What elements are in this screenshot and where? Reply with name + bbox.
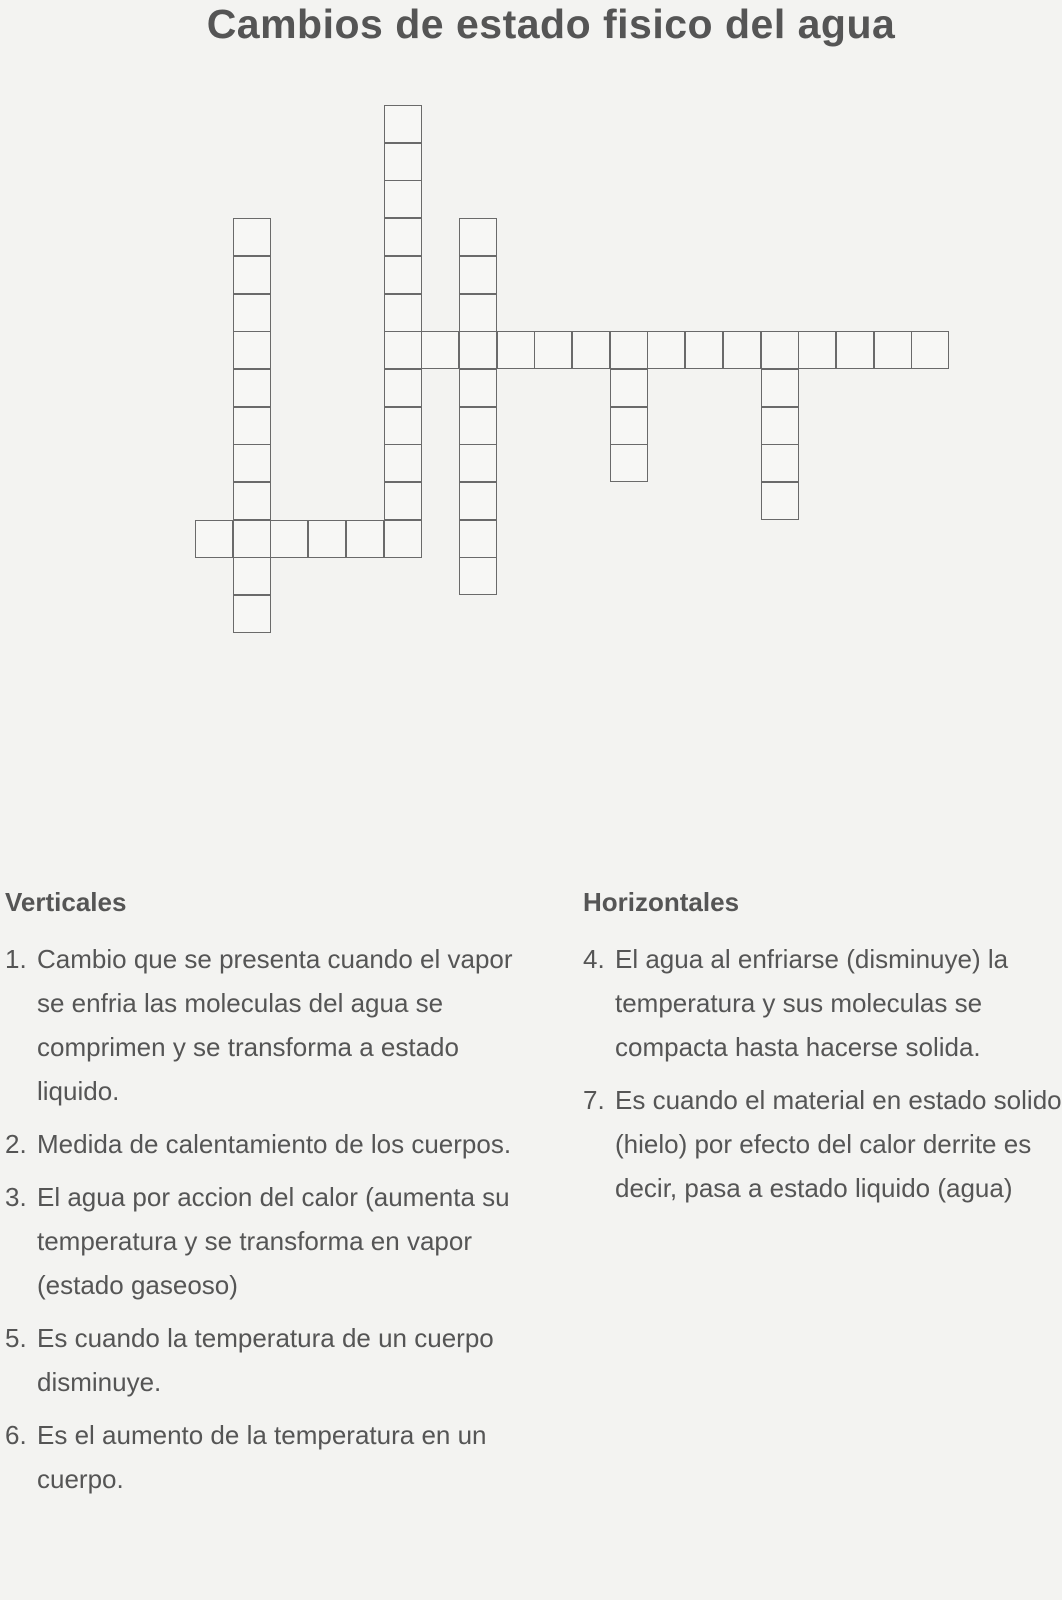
crossword-cell[interactable] [459, 557, 497, 595]
vertical-clue [5, 937, 530, 1113]
crossword-cell[interactable] [459, 256, 497, 294]
crossword-cell[interactable] [346, 520, 384, 558]
crossword-cell[interactable] [874, 331, 912, 369]
crossword-cell[interactable] [233, 482, 271, 520]
crossword-cell[interactable] [195, 520, 233, 558]
crossword-cell[interactable] [233, 369, 271, 407]
crossword-cell[interactable] [384, 294, 422, 332]
crossword-cell[interactable] [459, 482, 497, 520]
crossword-cell[interactable] [911, 331, 949, 369]
crossword-cell[interactable] [459, 218, 497, 256]
crossword-cell[interactable] [384, 180, 422, 218]
crossword-cell[interactable] [233, 595, 271, 633]
crossword-cell[interactable] [459, 294, 497, 332]
crossword-cell[interactable] [421, 331, 459, 369]
crossword-cell[interactable] [384, 143, 422, 181]
clue-text: El agua al enfriarse (disminuye) la temperatura y sus moleculas se compacta hasta hacerse solida. [615, 944, 1009, 1062]
horizontales-heading: Horizontales [583, 887, 740, 917]
crossword-cell[interactable] [459, 520, 497, 558]
crossword-cell[interactable] [233, 407, 271, 445]
crossword-cell[interactable] [384, 444, 422, 482]
crossword-cell[interactable] [836, 331, 874, 369]
crossword-cell[interactable] [497, 331, 535, 369]
crossword-cell[interactable] [610, 407, 648, 445]
crossword-cell[interactable] [761, 407, 799, 445]
clue-text: Medida de calentamiento de los cuerpos. [37, 1129, 512, 1159]
clue-number: 4. [583, 944, 605, 974]
horizontal-clue [583, 937, 1062, 1069]
crossword-cell[interactable] [384, 256, 422, 294]
clue-number: 6. [5, 1420, 27, 1450]
crossword-cell[interactable] [459, 407, 497, 445]
crossword-cell[interactable] [610, 444, 648, 482]
verticales-clue-list [5, 937, 530, 1510]
crossword-cell[interactable] [459, 444, 497, 482]
crossword-cell[interactable] [233, 294, 271, 332]
vertical-clue [5, 1413, 530, 1501]
clue-number: 7. [583, 1085, 605, 1115]
clue-text: El agua por accion del calor (aumenta su temperatura y se transforma en vapor (estado gaseoso) [37, 1182, 510, 1300]
horizontales-clue-list [583, 937, 1062, 1219]
crossword-cell[interactable] [233, 331, 271, 369]
vertical-clue [5, 1175, 530, 1307]
crossword-cell[interactable] [723, 331, 761, 369]
horizontal-clue [583, 1078, 1062, 1210]
clue-number: 1. [5, 944, 27, 974]
verticales-heading: Verticales [5, 887, 127, 917]
crossword-cell[interactable] [761, 482, 799, 520]
crossword-cell[interactable] [761, 444, 799, 482]
crossword-cell[interactable] [685, 331, 723, 369]
crossword-cell[interactable] [798, 331, 836, 369]
crossword-cell[interactable] [233, 218, 271, 256]
crossword-cell[interactable] [761, 331, 799, 369]
clue-text: Es cuando el material en estado solido (hielo) por efecto del calor derrite es decir, pasa a estado liquido (agua) [615, 1085, 1062, 1203]
crossword-cell[interactable] [233, 557, 271, 595]
clue-number: 2. [5, 1129, 27, 1159]
clue-number: 5. [5, 1323, 27, 1353]
crossword-cell[interactable] [572, 331, 610, 369]
crossword-cell[interactable] [534, 331, 572, 369]
clue-text: Cambio que se presenta cuando el vapor se enfria las moleculas del agua se comprimen y se transforma a estado liquido. [37, 944, 513, 1106]
crossword-cell[interactable] [384, 520, 422, 558]
crossword-cell[interactable] [384, 482, 422, 520]
crossword-cell[interactable] [384, 331, 422, 369]
clue-text: Es cuando la temperatura de un cuerpo disminuye. [37, 1323, 494, 1397]
clue-number: 3. [5, 1182, 27, 1212]
crossword-cell[interactable] [384, 407, 422, 445]
crossword-cell[interactable] [610, 369, 648, 407]
crossword-cell[interactable] [308, 520, 346, 558]
crossword-cell[interactable] [761, 369, 799, 407]
crossword-cell[interactable] [384, 105, 422, 143]
crossword-cell[interactable] [233, 520, 271, 558]
crossword-cell[interactable] [233, 256, 271, 294]
vertical-clue [5, 1316, 530, 1404]
crossword-cell[interactable] [610, 331, 648, 369]
crossword-cell[interactable] [270, 520, 308, 558]
clue-text: Es el aumento de la temperatura en un cuerpo. [37, 1420, 487, 1494]
crossword-cell[interactable] [233, 444, 271, 482]
vertical-clue [5, 1122, 530, 1166]
crossword-cell[interactable] [384, 218, 422, 256]
crossword-cell[interactable] [647, 331, 685, 369]
crossword-cell[interactable] [459, 331, 497, 369]
crossword-cell[interactable] [459, 369, 497, 407]
crossword-cell[interactable] [384, 369, 422, 407]
page-title: Cambios de estado fisico del agua [206, 1, 896, 47]
